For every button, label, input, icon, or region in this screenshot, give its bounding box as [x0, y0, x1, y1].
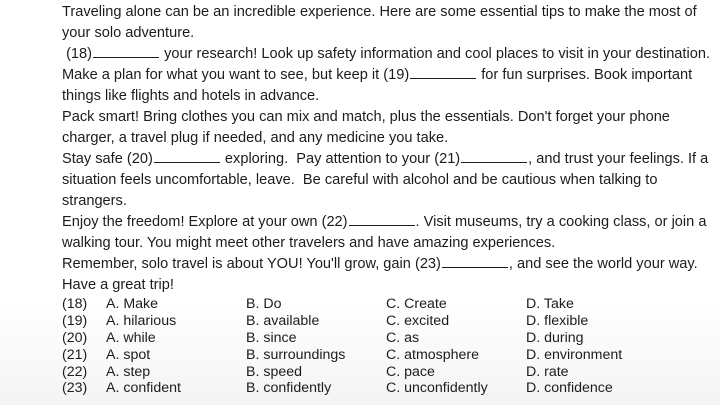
option-c: C. atmosphere — [386, 346, 480, 363]
answer-options — [62, 296, 712, 397]
option-b: B. since — [246, 329, 297, 346]
option-a: A. step — [106, 363, 151, 380]
option-c: C. pace — [386, 363, 435, 380]
text-segment: Enjoy the freedom! Explore at your own (22) — [62, 214, 348, 230]
blank-19 — [410, 65, 476, 79]
question-number: (20) — [62, 329, 88, 346]
option-b: B. available — [246, 312, 320, 329]
option-b: B. speed — [246, 363, 303, 380]
text-segment: your research! Look up safety information and cool places to visit in your destination. Make a plan for what you want to see, but keep it (19) — [62, 46, 719, 83]
question-number: (18) — [62, 296, 88, 312]
option-c: C. unconfidently — [386, 380, 488, 397]
question-row — [62, 347, 712, 364]
option-a: A. Make — [106, 296, 159, 312]
question-row — [62, 380, 712, 397]
text-segment: , and trust your feelings. If a situation feels uncomfortable, leave. Be careful with alcohol and be cautious when talking to strangers. — [62, 151, 713, 209]
option-d: D. environment — [526, 346, 623, 363]
text-segment: . Visit museums, try a cooking class, or join a walking tour. You might meet other travelers and have amazing experiences. — [62, 214, 711, 251]
question-row — [62, 330, 712, 347]
option-d: D. rate — [526, 363, 569, 380]
blank-18 — [93, 44, 159, 58]
option-c: C. excited — [386, 312, 450, 329]
paragraph-remember — [62, 254, 712, 296]
option-b: B. confidently — [246, 380, 332, 397]
option-a: A. while — [106, 329, 156, 346]
text-segment: , and see the world your way. Have a great trip! — [62, 256, 702, 293]
option-b: B. surroundings — [246, 346, 346, 363]
option-d: D. confidence — [526, 380, 613, 397]
paragraph-pack — [62, 107, 712, 149]
option-d: D. during — [526, 329, 584, 346]
blank-22 — [349, 212, 415, 226]
text-segment: for fun surprises. Book important things like flights and hotels in advance. — [62, 67, 697, 104]
paragraph-research — [62, 44, 719, 107]
paragraph-safe — [62, 149, 712, 212]
question-row — [62, 313, 712, 330]
option-a: A. spot — [106, 346, 151, 363]
option-d: D. flexible — [526, 312, 589, 329]
option-c: C. Create — [386, 296, 447, 312]
option-a: A. confident — [106, 380, 181, 397]
text-segment: Pack smart! Bring clothes you can mix and match, plus the essentials. Don't forget your phone charger, a travel plug if needed, and any medicine you take. — [62, 109, 674, 146]
blank-20 — [154, 149, 220, 163]
option-b: B. Do — [246, 296, 282, 312]
question-number: (21) — [62, 346, 88, 363]
reading-passage — [62, 2, 719, 296]
option-d: D. Take — [526, 296, 574, 312]
question-number: (23) — [62, 380, 88, 397]
question-row — [62, 364, 712, 381]
text-segment: exploring. Pay attention to your (21) — [220, 151, 461, 167]
text-segment: (18) — [62, 46, 93, 62]
question-row — [62, 296, 712, 313]
intro-paragraph — [62, 2, 712, 44]
question-number: (19) — [62, 312, 88, 329]
option-a: A. hilarious — [106, 312, 177, 329]
text-segment: Remember, solo travel is about YOU! You'll grow, gain (23) — [62, 256, 441, 272]
blank-21 — [461, 149, 527, 163]
intro-text: Traveling alone can be an incredible experience. Here are some essential tips to make the most of your solo adventure. — [62, 4, 701, 41]
option-c: C. as — [386, 329, 420, 346]
paragraph-enjoy — [62, 212, 712, 254]
question-number: (22) — [62, 363, 88, 380]
text-segment: Stay safe (20) — [62, 151, 153, 167]
blank-23 — [442, 254, 508, 268]
